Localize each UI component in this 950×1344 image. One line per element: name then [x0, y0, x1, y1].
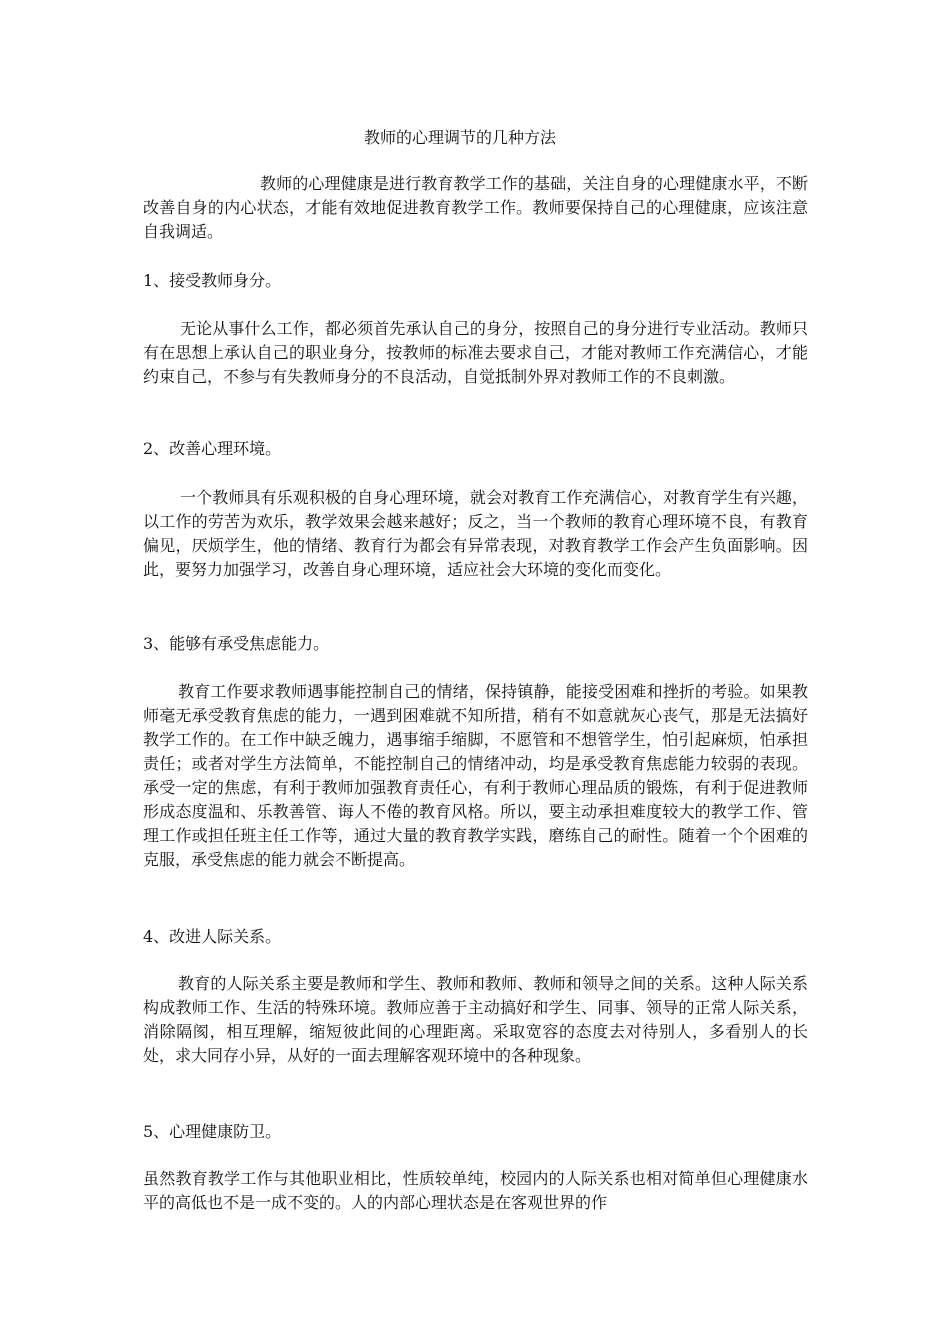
section-1-heading: 1、接受教师身分。	[143, 271, 282, 290]
section-4-body: 教育的人际关系主要是教师和学生、教师和教师、教师和领导之间的关系。这种人际关系构成教师工作、生活的特殊环境。教师应善于主动搞好和学生、同事、领导的正常人际关系，消除隔阂，相互理解，缩短彼此间的心理距离。采取宽容的态度去对待别人，多看别人的长处，求大同存小异，从好的一面去理解客观环境中的各种现象。	[143, 974, 808, 1065]
intro-paragraph: 教师的心理健康是进行教育教学工作的基础，关注自身的心理健康水平，不断改善自身的内心状态，才能有效地促进教育教学工作。教师要保持自己的心理健康，应该注意自我调适。	[143, 174, 808, 241]
section-5-heading: 5、心理健康防卫。	[143, 1122, 282, 1141]
section-4-heading: 4、改进人际关系。	[143, 927, 282, 946]
section-3-body: 教育工作要求教师遇事能控制自己的情绪，保持镇静，能接受困难和挫折的考验。如果教师毫无承受教育焦虑的能力，一遇到困难就不知所措，稍有不如意就灰心丧气，那是无法搞好教学工作的。在工作中缺乏魄力，遇事缩手缩脚，不愿管和不想管学生，怕引起麻烦，怕承担责任；或者对学生方法简单，不能控制自己的情绪冲动，均是承受教育焦虑能力较弱的表现。承受一定的焦虑，有利于教师加强教育责任心，有利于教师心理品质的锻炼，有利于促进教师形成态度温和、乐教善管、诲人不倦的教育风格。所以，要主动承担难度较大的教学工作、管理工作或担任班主任工作等，通过大量的教育教学实践，磨练自己的耐性。随着一个个困难的克服，承受焦虑的能力就会不断提高。	[143, 682, 808, 869]
section-2-body: 一个教师具有乐观积极的自身心理环境，就会对教育工作充满信心，对教育学生有兴趣，以工作的劳苦为欢乐，教学效果会越来越好；反之，当一个教师的教育心理环境不良，有教育偏见，厌烦学生，他的情绪、教育行为都会有异常表现，对教育教学工作会产生负面影响。因此，要努力加强学习，改善自身心理环境，适应社会大环境的变化而变化。	[143, 488, 808, 579]
section-1-body: 无论从事什么工作，都必须首先承认自己的身分，按照自己的身分进行专业活动。教师只有在思想上承认自己的职业身分，按教师的标准去要求自己，才能对教师工作充满信心，才能约束自己，不参与有失教师身分的不良活动，自觉抵制外界对教师工作的不良刺激。	[143, 319, 808, 386]
section-5-body: 虽然教育教学工作与其他职业相比，性质较单纯，校园内的人际关系也相对简单但心理健康水平的高低也不是一成不变的。人的内部心理状态是在客观世界的作	[143, 1169, 808, 1212]
document-title: 教师的心理调节的几种方法	[363, 128, 556, 147]
section-3-heading: 3、能够有承受焦虑能力。	[143, 634, 330, 653]
section-2-heading: 2、改善心理环境。	[143, 439, 282, 458]
